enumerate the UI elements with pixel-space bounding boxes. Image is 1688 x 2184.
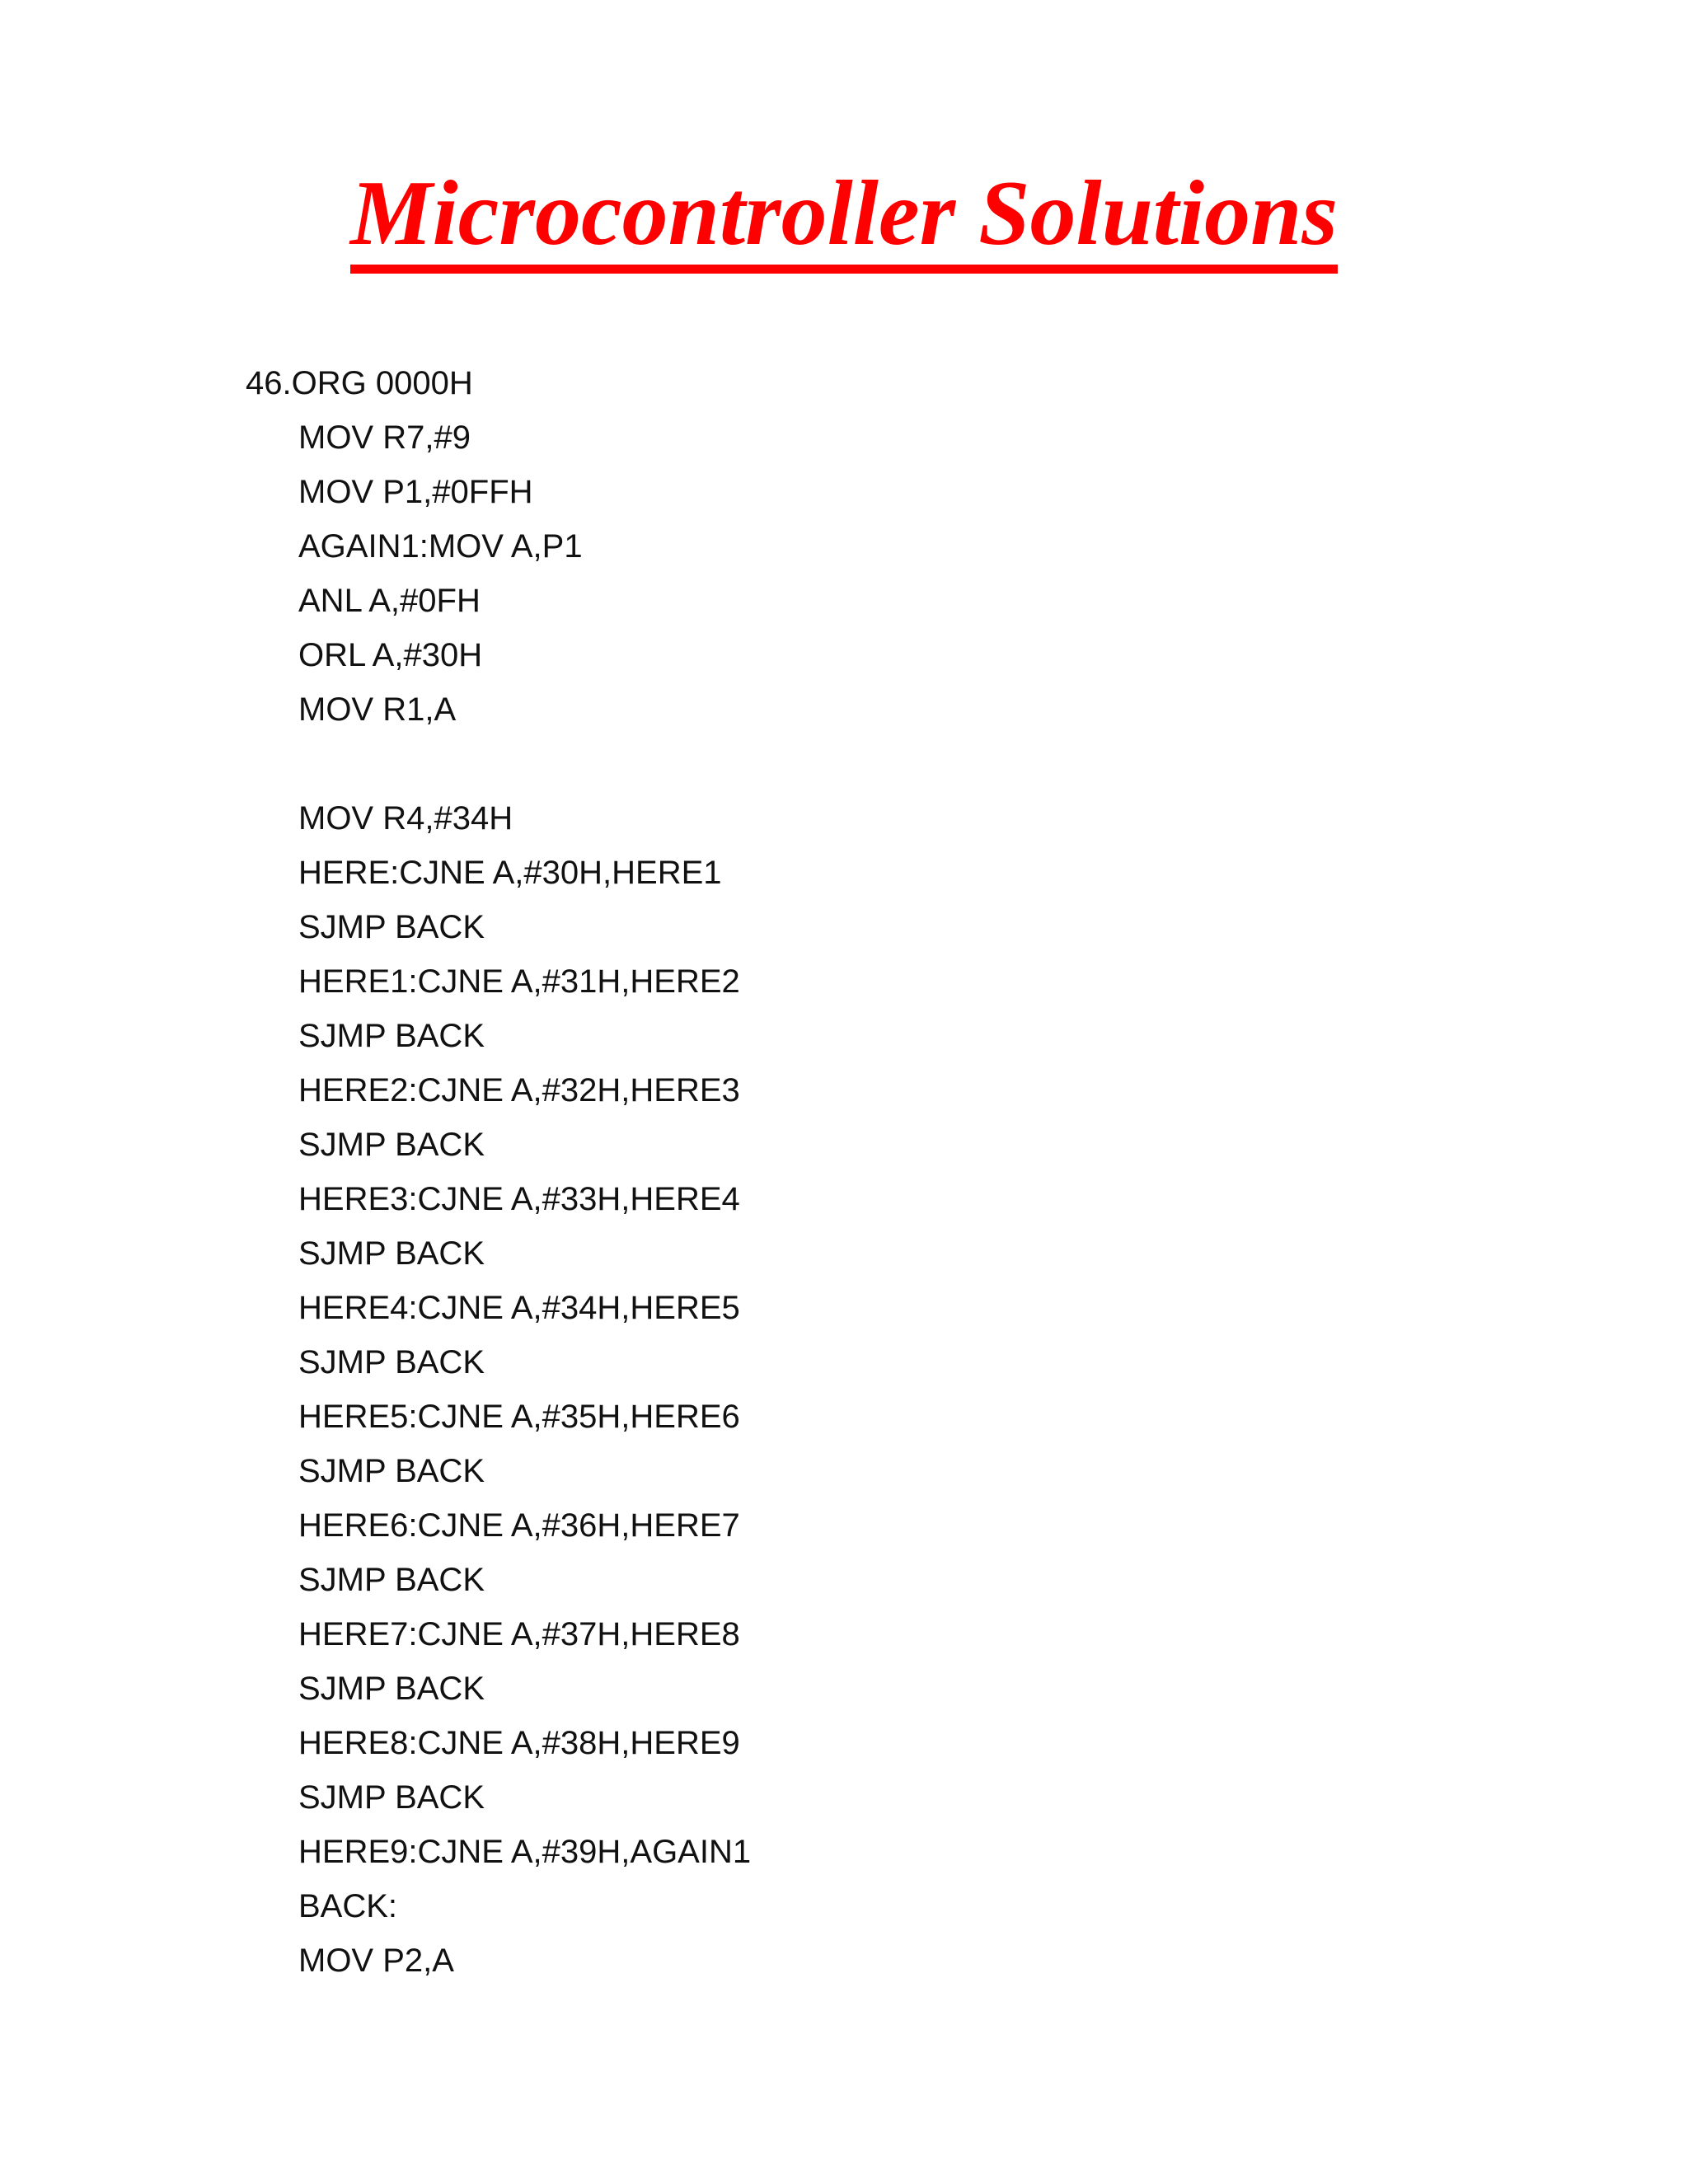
code-line: BACK: — [298, 1888, 398, 1924]
code-line: HERE3:CJNE A,#33H,HERE4 — [298, 1181, 740, 1217]
code-line: SJMP BACK — [298, 1127, 485, 1163]
code-line: ANL A,#0FH — [298, 583, 481, 619]
code-line: HERE1:CJNE A,#31H,HERE2 — [298, 963, 740, 1000]
code-line: HERE7:CJNE A,#37H,HERE8 — [298, 1616, 740, 1652]
code-line: HERE:CJNE A,#30H,HERE1 — [298, 855, 722, 891]
code-line: HERE4:CJNE A,#34H,HERE5 — [298, 1290, 740, 1326]
code-line: HERE9:CJNE A,#39H,AGAIN1 — [298, 1834, 752, 1870]
code-line: MOV R1,A — [298, 691, 457, 728]
code-line: SJMP BACK — [298, 1671, 485, 1707]
code-line: MOV R7,#9 — [298, 419, 471, 456]
code-line: SJMP BACK — [298, 1453, 485, 1489]
page-title — [0, 162, 1688, 274]
problem-number: 46. — [246, 365, 292, 401]
code-line — [246, 356, 751, 410]
code-line: AGAIN1:MOV A,P1 — [298, 528, 583, 565]
code-line: MOV P1,#0FFH — [298, 474, 533, 510]
code-line: ORL A,#30H — [298, 637, 483, 673]
code-line: SJMP BACK — [298, 1562, 485, 1598]
code-listing — [246, 356, 751, 1988]
code-line: HERE8:CJNE A,#38H,HERE9 — [298, 1725, 740, 1761]
code-text: ORG 0000H — [291, 365, 473, 401]
code-line: HERE5:CJNE A,#35H,HERE6 — [298, 1399, 740, 1435]
blank-line — [246, 737, 751, 791]
code-line: MOV R4,#34H — [298, 800, 513, 837]
code-line: SJMP BACK — [298, 1018, 485, 1054]
code-line: MOV P2,A — [298, 1943, 454, 1979]
code-line: SJMP BACK — [298, 909, 485, 945]
code-line: HERE2:CJNE A,#32H,HERE3 — [298, 1072, 740, 1108]
code-line: SJMP BACK — [298, 1779, 485, 1816]
code-line: SJMP BACK — [298, 1344, 485, 1380]
code-line: HERE6:CJNE A,#36H,HERE7 — [298, 1507, 740, 1544]
page-title-text: Microcontroller Solutions — [350, 167, 1338, 274]
code-line: SJMP BACK — [298, 1235, 485, 1272]
